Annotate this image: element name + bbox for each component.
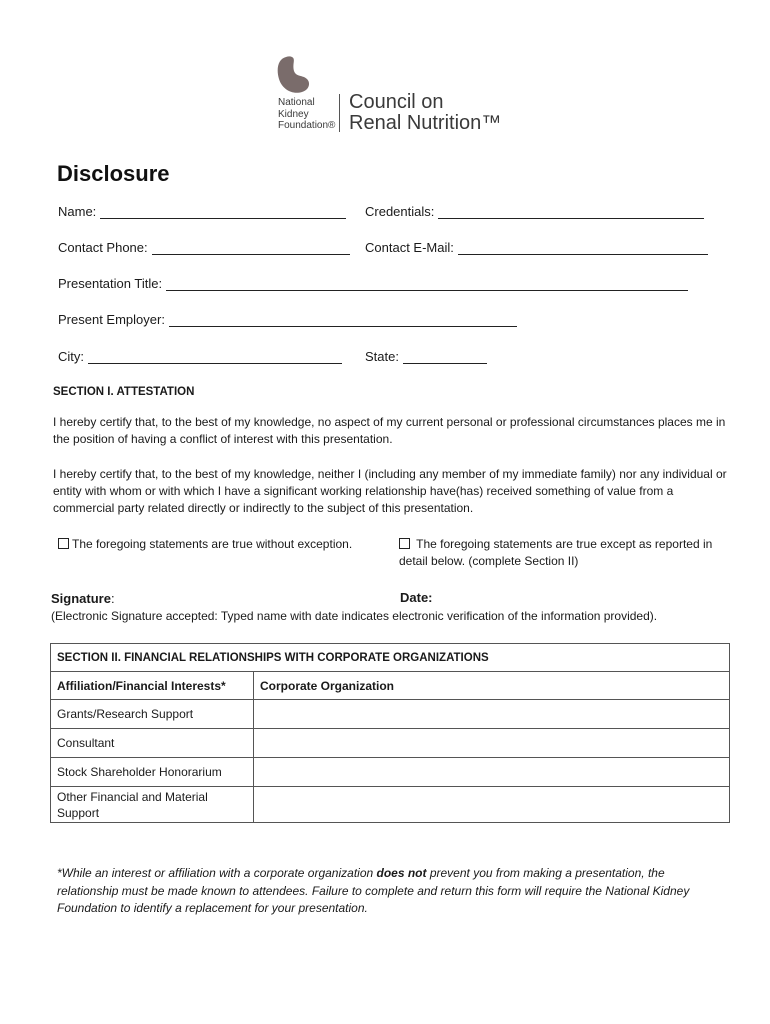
present-employer-input-line[interactable]	[169, 312, 517, 327]
section-1-heading: SECTION I. ATTESTATION	[53, 386, 195, 398]
contact-phone-label: Contact Phone:	[58, 240, 148, 255]
credentials-field[interactable]	[365, 204, 704, 219]
name-field[interactable]	[58, 204, 346, 219]
contact-email-label: Contact E-Mail:	[365, 240, 454, 255]
corporate-organization-input[interactable]	[254, 700, 730, 729]
state-label: State:	[365, 349, 399, 364]
row-label: Consultant	[51, 729, 254, 758]
attestation-paragraph-2: I hereby certify that, to the best of my knowledge, neither I (including any member of my immediate family) nor any individual or entity with whom or with which I have a significant working relationship have(has) received something of value from a commercial party related directly or indirectly to the subject of this presentation.	[53, 467, 727, 515]
logo-divider	[339, 94, 340, 132]
table-row	[51, 787, 730, 823]
corporate-organization-input[interactable]	[254, 758, 730, 787]
electronic-signature-note: (Electronic Signature accepted: Typed name with date indicates electronic verification of the information provided).	[51, 609, 658, 623]
table-row	[51, 700, 730, 729]
city-input-line[interactable]	[88, 349, 342, 364]
footnote-text-start: *While an interest or affiliation with a corporate organization	[57, 866, 377, 880]
option-2-label-line-1: The foregoing statements are true except as reported in	[416, 537, 713, 551]
contact-email-input-line[interactable]	[458, 240, 708, 255]
row-label: Other Financial and Material Support	[51, 787, 254, 823]
row-label: Grants/Research Support	[51, 700, 254, 729]
footnote-text-end: prevent you from making a presentation, the relationship must be made known to attendees. Failure to complete and return this form will require the National Kidney Foundation to identify a replacement for your presentation.	[57, 866, 690, 915]
name-input-line[interactable]	[100, 204, 346, 219]
state-input-line[interactable]	[403, 349, 487, 364]
present-employer-field[interactable]	[58, 312, 517, 327]
nkf-wordmark: National Kidney Foundation®	[278, 97, 336, 131]
financial-relationships-table	[50, 643, 730, 823]
present-employer-label: Present Employer:	[58, 312, 165, 327]
table-row	[51, 758, 730, 787]
option-true-with-exceptions[interactable]	[399, 536, 729, 570]
presentation-title-input-line[interactable]	[166, 276, 688, 291]
row-label: Stock Shareholder Honorarium	[51, 758, 254, 787]
table-row	[51, 729, 730, 758]
attestation-paragraph-1: I hereby certify that, to the best of my knowledge, no aspect of my current personal or professional circumstances places me in the position of having a conflict of interest with this presentation.	[53, 415, 726, 446]
option-1-label: The foregoing statements are true without exception.	[72, 537, 353, 551]
contact-phone-field[interactable]	[58, 240, 350, 255]
corporate-organization-input[interactable]	[254, 729, 730, 758]
city-field[interactable]	[58, 349, 342, 364]
contact-phone-input-line[interactable]	[152, 240, 350, 255]
credentials-label: Credentials:	[365, 204, 435, 219]
checkbox-icon[interactable]	[58, 538, 69, 549]
state-field[interactable]	[365, 349, 487, 364]
option-2-label-line-2: detail below. (complete Section II)	[399, 554, 579, 568]
name-label: Name:	[58, 204, 97, 219]
city-label: City:	[58, 349, 84, 364]
presentation-title-field[interactable]	[58, 276, 688, 291]
footnote	[57, 865, 717, 918]
column-header-corporate-organization: Corporate Organization	[254, 672, 730, 700]
checkbox-icon[interactable]	[399, 538, 410, 549]
column-header-affiliation: Affiliation/Financial Interests*	[51, 672, 254, 700]
council-wordmark: Council on Renal Nutrition™	[349, 91, 502, 134]
credentials-input-line[interactable]	[438, 204, 704, 219]
option-true-without-exception[interactable]	[58, 536, 352, 553]
corporate-organization-input[interactable]	[254, 787, 730, 823]
signature-label: Signature	[51, 591, 111, 606]
contact-email-field[interactable]	[365, 240, 708, 255]
signature-field[interactable]	[51, 590, 115, 608]
footnote-emphasis: does not	[376, 866, 427, 880]
kidney-bean-logo-icon	[276, 55, 310, 95]
section-2-heading: SECTION II. FINANCIAL RELATIONSHIPS WITH CORPORATE ORGANIZATIONS	[51, 644, 730, 672]
page-title: Disclosure	[57, 161, 170, 186]
presentation-title-label: Presentation Title:	[58, 276, 163, 291]
date-label: Date:	[400, 590, 433, 605]
signature-colon: :	[110, 591, 115, 606]
